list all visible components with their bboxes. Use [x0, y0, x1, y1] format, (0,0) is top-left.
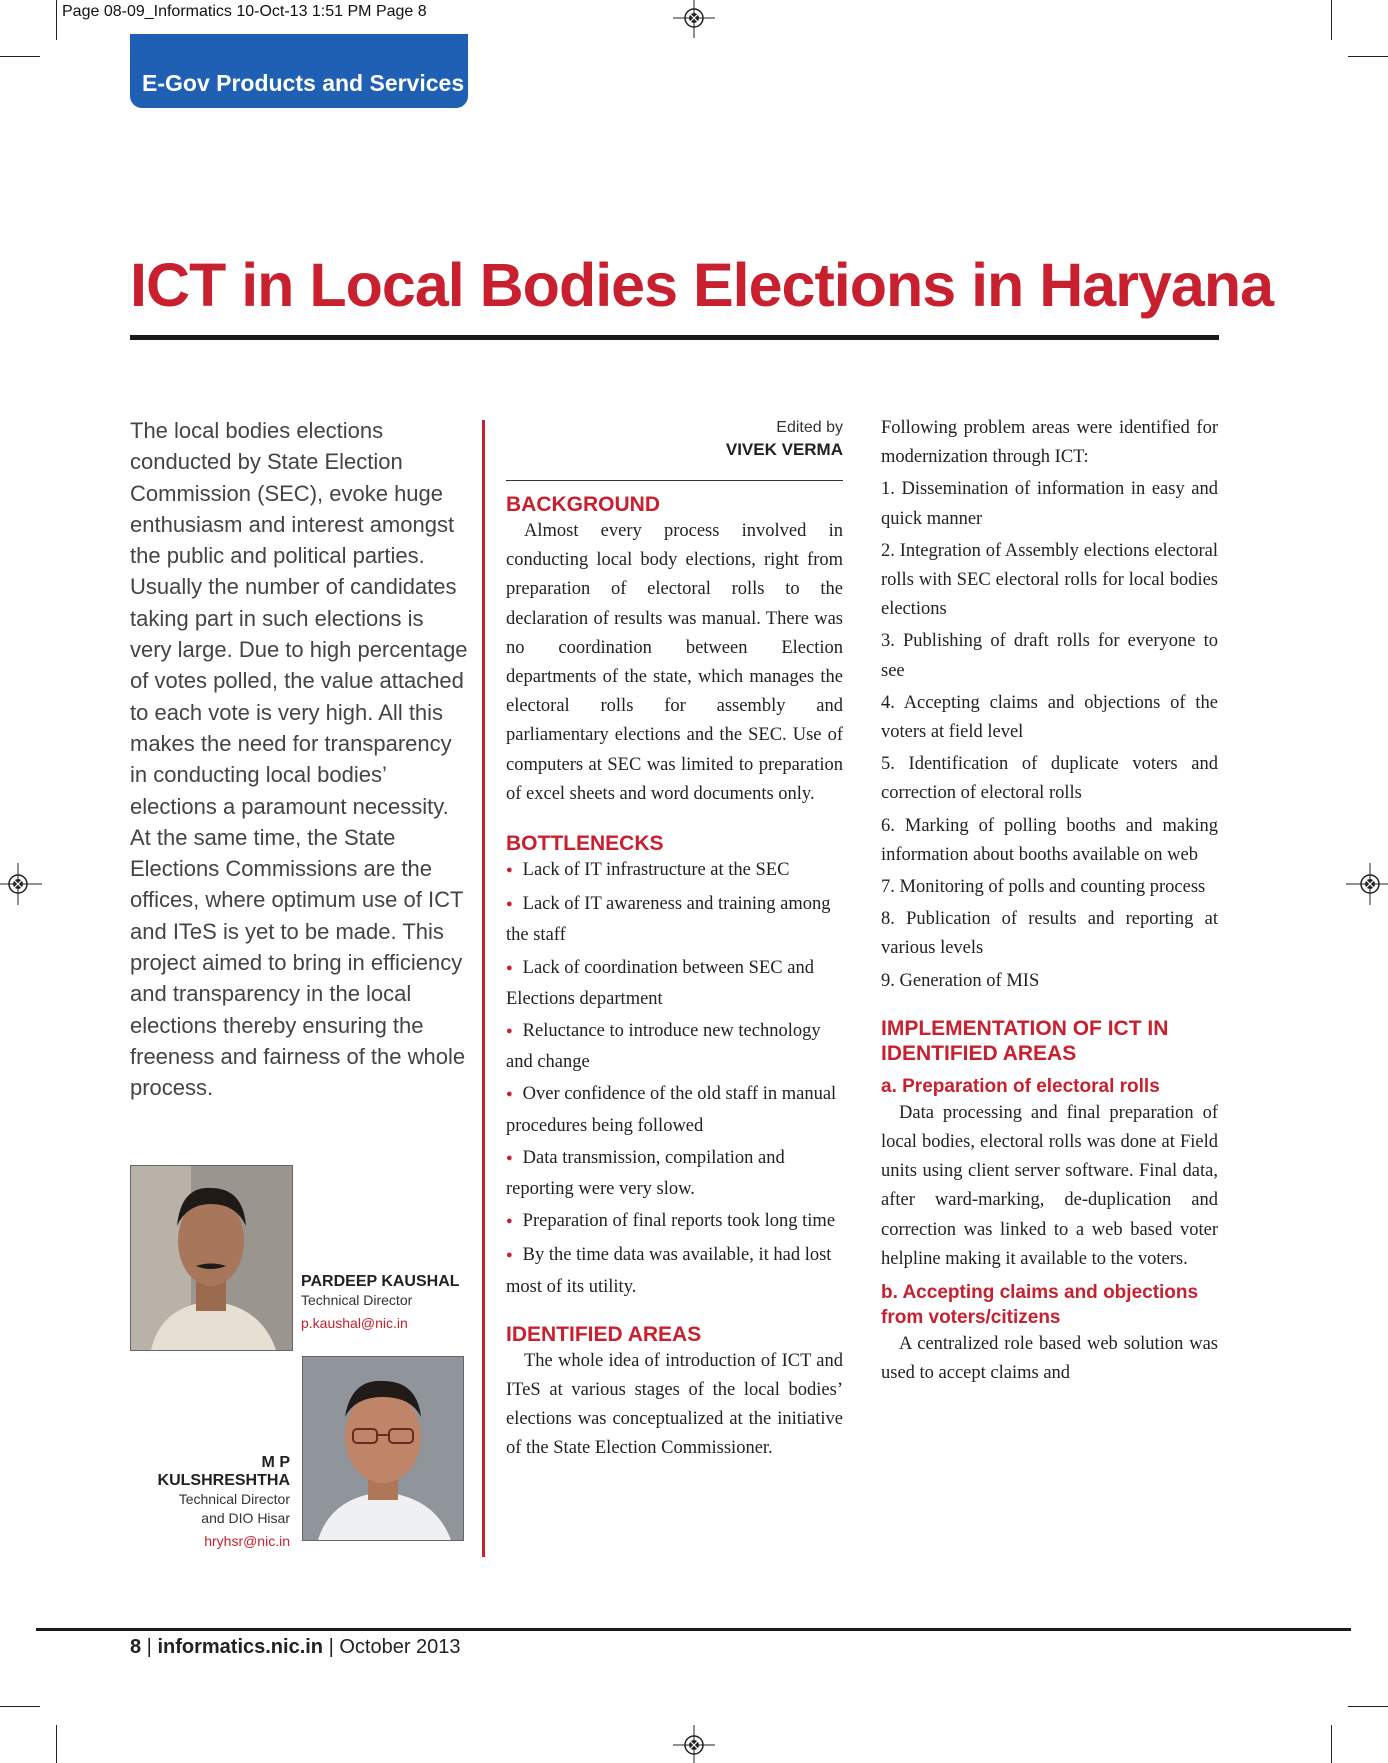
- list-item: 4. Accepting claims and objections of the voters at field level: [881, 692, 1218, 743]
- identified-text: The whole idea of introduction of ICT and ITeS at various stages of the local bodies’ elections was conceptualized at the initiative of the State Election Commissioner.: [506, 1350, 843, 1459]
- list-item: ● Lack of IT infrastructure at the SEC: [506, 856, 843, 887]
- crop-mark: [1331, 0, 1332, 40]
- author-card: [301, 1273, 460, 1331]
- author-card: [130, 1454, 290, 1549]
- registration-mark-icon: [673, 1721, 715, 1763]
- registration-mark-icon: [673, 0, 715, 42]
- author-email[interactable]: hryhsr@nic.in: [204, 1533, 290, 1549]
- column-2: [506, 492, 843, 1464]
- author-email[interactable]: p.kaushal@nic.in: [301, 1315, 408, 1331]
- editor-name: VIVEK VERMA: [725, 440, 843, 459]
- list-item: ● By the time data was available, it had lost most of its utility.: [506, 1241, 843, 1301]
- subsection-b-text: A centralized role based web solution was used to accept claims and: [881, 1334, 1218, 1384]
- list-item: 2. Integration of Assembly elections electoral rolls with SEC electoral rolls for local bodies elections: [881, 540, 1218, 620]
- article-title: ICT in Local Bodies Elections in Haryana: [130, 251, 1274, 319]
- background-text: Almost every process involved in conducting local body elections, right from preparation of electoral rolls to the declaration of results was manual. There was no coordination between Election departments of the state, which manages the electoral rolls for assembly and parliamentary elections and the SEC. Use of computers at SEC was limited to preparation of excel sheets and word documents only.: [506, 521, 843, 804]
- list-item: ● Over confidence of the old staff in manual procedures being followed: [506, 1080, 843, 1140]
- crop-mark: [1331, 1725, 1332, 1763]
- author-photo: [130, 1165, 293, 1351]
- footer-site[interactable]: informatics.nic.in: [157, 1636, 324, 1658]
- list-item: 3. Publishing of draft rolls for everyone to see: [881, 631, 1218, 681]
- subheading-b: b. Accepting claims and objections from voters/citizens: [881, 1282, 1199, 1329]
- title-rule: [130, 335, 1219, 340]
- background-heading: BACKGROUND: [506, 493, 660, 516]
- author-role: Technical Director: [178, 1491, 290, 1507]
- author-name: PARDEEP KAUSHAL: [301, 1273, 460, 1290]
- bottlenecks-heading: BOTTLENECKS: [506, 832, 664, 856]
- crop-mark: [0, 1706, 40, 1707]
- column-divider: [482, 420, 485, 1557]
- problems-list: [881, 475, 1218, 995]
- crop-mark: [56, 0, 57, 40]
- identified-heading: IDENTIFIED AREAS: [506, 1322, 702, 1346]
- crop-mark: [1348, 1706, 1388, 1707]
- subheading-a: a. Preparation of electoral rolls: [881, 1075, 1160, 1097]
- bottlenecks-list: [506, 856, 843, 1302]
- subsection-a-text: Data processing and final preparation of local bodies, electoral rolls was done at Field units using client server software. Final data, after ward-marking, de-duplication and correction was linked to a web based voter helpline making it available to the voters.: [881, 1102, 1218, 1269]
- page-number: 8: [130, 1636, 142, 1658]
- list-item: ● Lack of coordination between SEC and Elections department: [506, 954, 843, 1014]
- list-item: 9. Generation of MIS: [881, 970, 1040, 991]
- footer-rule: [36, 1628, 1351, 1631]
- editor-rule: [506, 480, 843, 481]
- implementation-heading: IMPLEMENTATION OF ICT IN IDENTIFIED AREAS: [881, 1016, 1169, 1065]
- section-label: E-Gov Products and Services: [142, 70, 465, 96]
- print-slug: Page 08-09_Informatics 10-Oct-13 1:51 PM Page 8: [62, 3, 427, 20]
- list-item: 8. Publication of results and reporting at various levels: [881, 909, 1218, 959]
- list-item: ● Lack of IT awareness and training among the staff: [506, 890, 843, 950]
- crop-mark: [56, 1725, 57, 1763]
- footer-separator: |: [141, 1636, 158, 1658]
- list-item: 5. Identification of duplicate voters and correction of electoral rolls: [881, 754, 1218, 804]
- author-name: M P KULSHRESHTHA: [157, 1454, 290, 1489]
- list-item: ● Preparation of final reports took long time: [506, 1207, 843, 1238]
- author-role: and DIO Hisar: [201, 1510, 290, 1526]
- editor-label: Edited by: [776, 419, 843, 436]
- intro-paragraph: The local bodies elections conducted by State Election Commission (SEC), evoke huge enthusiasm and interest amongst the public and political parties. Usually the number of candidates taking part in such elections is very large. Due to high percentage of votes polled, the value attached to each vote is very high. All this makes the need for transparency in conducting local bodies’ elections a paramount necessity.: [130, 418, 468, 819]
- list-item: ● Reluctance to introduce new technology and change: [506, 1017, 843, 1077]
- intro-text: [130, 415, 470, 1104]
- page-footer: [130, 1636, 461, 1659]
- crop-mark: [1348, 56, 1388, 57]
- column-3: [881, 414, 1218, 1388]
- footer-date: October 2013: [339, 1636, 461, 1658]
- footer-separator: |: [323, 1636, 340, 1658]
- list-item: 6. Marking of polling booths and making information about booths available on web: [881, 815, 1218, 865]
- list-item: 1. Dissemination of information in easy and quick manner: [881, 479, 1218, 529]
- author-photo: [302, 1356, 464, 1541]
- crop-mark: [0, 56, 40, 57]
- registration-mark-icon: [0, 863, 42, 905]
- intro-paragraph: At the same time, the State Elections Commissions are the offices, where optimum use of ICT and ITeS is yet to be made. This project aimed to bring in efficiency and transparency in the local elections thereby ensuring the freeness and fairness of the whole process.: [130, 824, 466, 1101]
- section-tab: [130, 34, 468, 108]
- list-item: ● Data transmission, compilation and reporting were very slow.: [506, 1144, 843, 1204]
- registration-mark-icon: [1346, 863, 1388, 905]
- problems-intro: Following problem areas were identified for modernization through ICT:: [881, 418, 1218, 468]
- editor-credit: [506, 417, 843, 461]
- list-item: 7. Monitoring of polls and counting process: [881, 877, 1206, 898]
- author-role: Technical Director: [301, 1292, 413, 1308]
